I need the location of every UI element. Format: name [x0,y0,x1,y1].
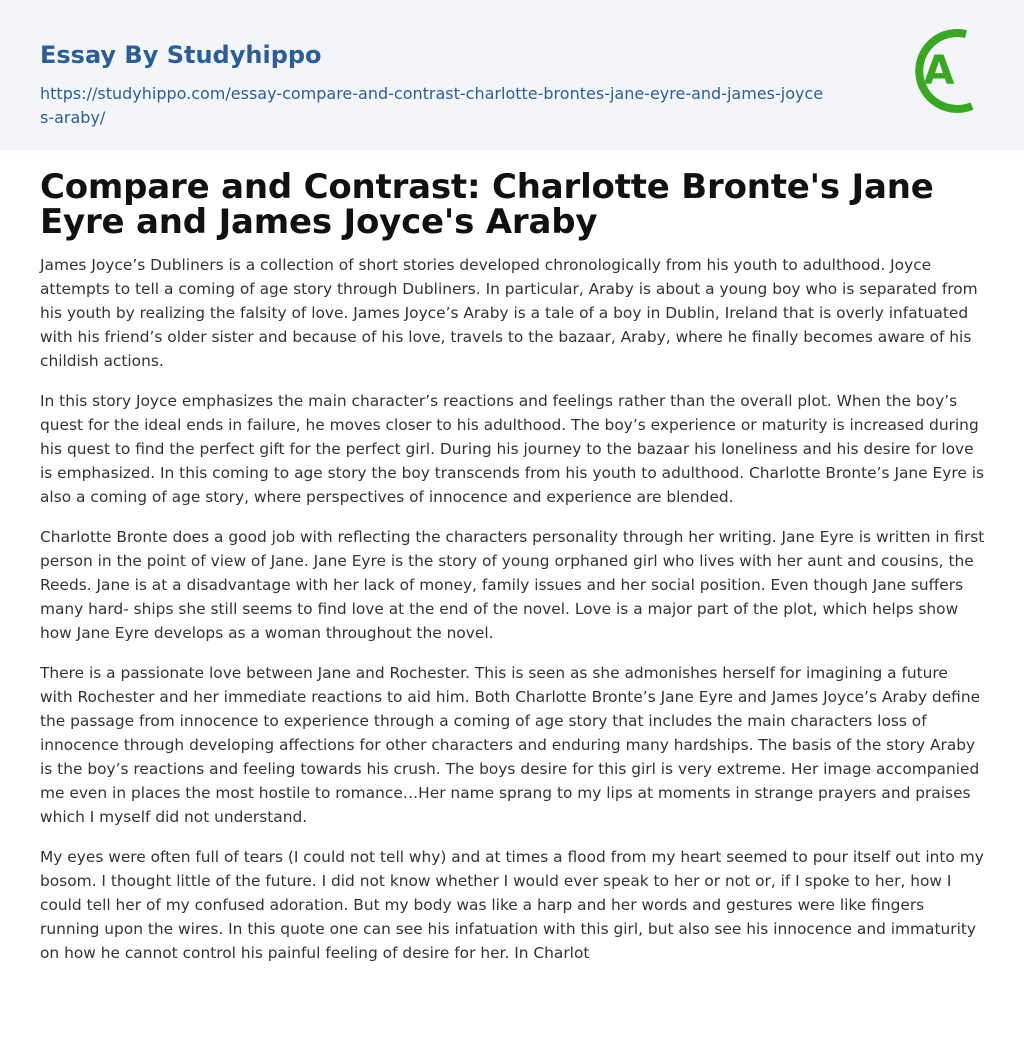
essay-paragraph: James Joyce’s Dubliners is a collection of short stories developed chronologically from his youth to adulthood. Joyce attempts to tell a coming of age story through Dubliners. In particular, Araby is about a young boy who is separated from his youth by realizing the falsity of love. James Joyce’s Araby is a tale of a boy in Dublin, Ireland that is overly infatuated with his friend’s older sister and because of his love, travels to the bazaar, Araby, where he finally becomes aware of his childish actions. [40,256,978,370]
logo-letter: A [923,48,955,94]
essay-content [40,167,985,981]
essay-url-link[interactable]: https://studyhippo.com/essay-compare-and-contrast-charlotte-brontes-jane-eyre-and-james-joyces-araby/ [40,84,824,127]
essay-paragraph: In this story Joyce emphasizes the main character’s reactions and feelings rather than the overall plot. When the boy’s quest for the ideal ends in failure, he moves closer to his adulthood. The boy’s experience or maturity is increased during his quest to find the perfect gift for the perfect girl. During his journey to the bazaar his loneliness and his desire for love is emphasized. In this coming to age story the boy transcends from his youth to adulthood. Charlotte Bronte’s Jane Eyre is also a coming of age story, where perspectives of innocence and experience are blended. [40,392,985,506]
essay-title: Compare and Contrast: Charlotte Bronte's Jane Eyre and James Joyce's Araby [40,167,934,242]
essay-paragraph: There is a passionate love between Jane and Rochester. This is seen as she admonishes herself for imagining a future with Rochester and her immediate reactions to aid him. Both Charlotte Bronte’s Jane Eyre and James Joyce’s Araby define the passage from innocence to experience through a coming of age story that includes the main characters loss of innocence through developing affections for other characters and enduring many hardships. The basis of the story Araby is the boy’s reactions and feeling towards his crush. The boys desire for this girl is very extreme. Her image accompanied me even in places the most hostile to romance…Her name sprang to my lips at moments in strange prayers and praises which I myself did not understand. [40,664,981,826]
essay-paragraph: My eyes were often full of tears (I could not tell why) and at times a flood from my heart seemed to pour itself out into my bosom. I thought little of the future. I did not know whether I would ever speak to her or not or, if I spoke to her, how I could tell her of my confused adoration. But my body was like a harp and her words and gestures were like fingers running upon the wires. In this quote one can see his infatuation with this girl, but also see his innocence and immaturity on how he cannot control his painful feeling of desire for her. In Charlot [40,848,984,962]
site-title[interactable]: Essay By Studyhippo [40,41,322,69]
essay-paragraph: Charlotte Bronte does a good job with reflecting the characters personality through her writing. Jane Eyre is written in first person in the point of view of Jane. Jane Eyre is the story of young orphaned girl who lives with her aunt and cousins, the Reeds. Jane is at a disadvantage with her lack of money, family issues and her social position. Even though Jane suffers many hard- ships she still seems to find love at the end of the novel. Love is a major part of the plot, which helps show how Jane Eyre develops as a woman throughout the novel. [40,528,985,642]
site-header [0,0,1024,150]
studyhippo-logo-icon[interactable] [906,28,990,116]
